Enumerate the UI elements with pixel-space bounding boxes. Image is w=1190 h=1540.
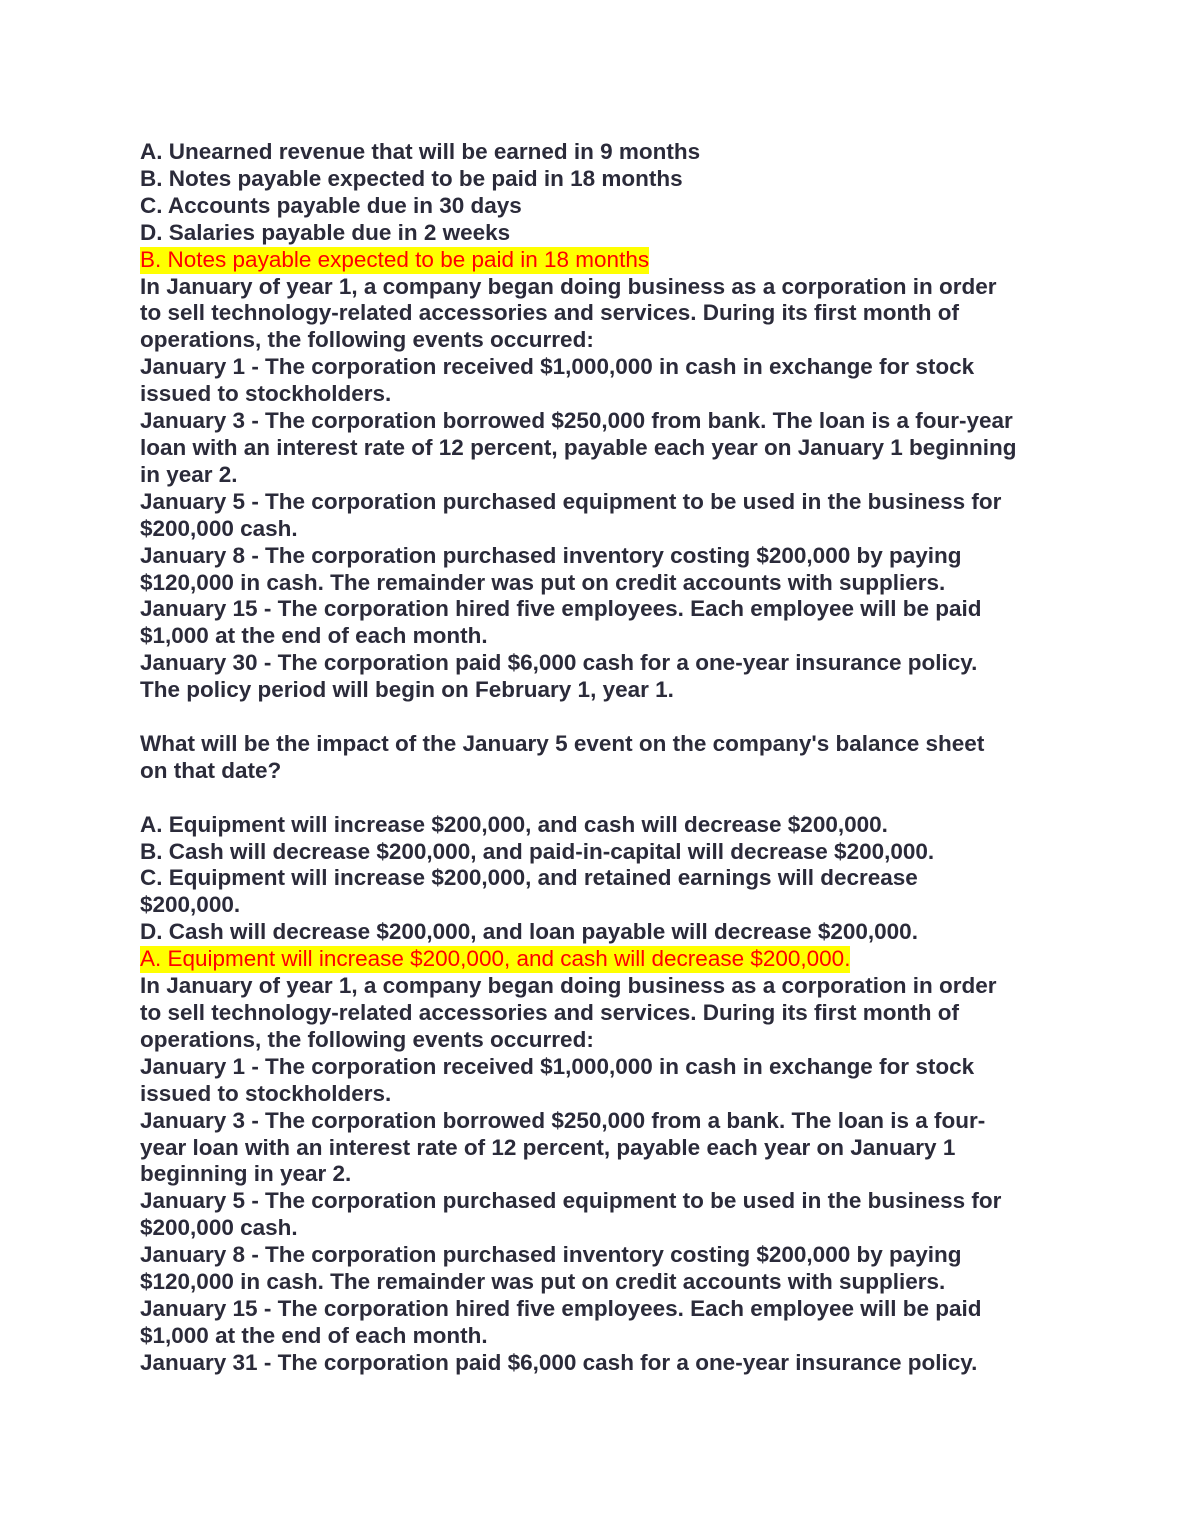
event-line: The policy period will begin on February 1, year 1. xyxy=(140,677,674,703)
question-block-3-events xyxy=(140,1054,1060,1377)
event-line: loan with an interest rate of 12 percent, payable each year on January 1 beginning xyxy=(140,434,1017,460)
question-line: on that date? xyxy=(140,757,282,783)
question-block-3-intro xyxy=(140,973,1060,1054)
intro-line: In January of year 1, a company began doing business as a corporation in order xyxy=(140,973,997,999)
intro-line: In January of year 1, a company began doing business as a corporation in order xyxy=(140,273,997,299)
intro-line: to sell technology-related accessories and services. During its first month of xyxy=(140,300,959,326)
question-line: What will be the impact of the January 5 event on the company's balance sheet xyxy=(140,730,985,756)
spacer xyxy=(140,785,1060,812)
event-line: issued to stockholders. xyxy=(140,1080,392,1106)
event-line: January 8 - The corporation purchased inventory costing $200,000 by paying xyxy=(140,1242,962,1268)
event-line: January 1 - The corporation received $1,000,000 in cash in exchange for stock xyxy=(140,1053,975,1079)
document-page xyxy=(140,139,1060,1377)
event-line: January 15 - The corporation hired five employees. Each employee will be paid xyxy=(140,1295,982,1321)
event-line: $1,000 at the end of each month. xyxy=(140,1322,488,1348)
intro-line: to sell technology-related accessories and services. During its first month of xyxy=(140,999,959,1025)
event-line: January 5 - The corporation purchased equipment to be used in the business for xyxy=(140,1188,1002,1214)
question-block-2-events xyxy=(140,354,1060,704)
question-block-1-options xyxy=(140,139,1060,247)
option-a: A. Equipment will increase $200,000, and cash will decrease $200,000. xyxy=(140,811,888,837)
option-b: B. Cash will decrease $200,000, and paid-in-capital will decrease $200,000. xyxy=(140,838,935,864)
option-b: B. Notes payable expected to be paid in 18 months xyxy=(140,165,683,191)
intro-line: operations, the following events occurred: xyxy=(140,1026,594,1052)
event-line: $120,000 in cash. The remainder was put on credit accounts with suppliers. xyxy=(140,569,946,595)
event-line: January 8 - The corporation purchased inventory costing $200,000 by paying xyxy=(140,542,962,568)
event-line: in year 2. xyxy=(140,461,238,487)
option-c-continued: $200,000. xyxy=(140,892,241,918)
option-c: C. Accounts payable due in 30 days xyxy=(140,192,522,218)
option-d: D. Salaries payable due in 2 weeks xyxy=(140,219,511,245)
intro-line: operations, the following events occurred: xyxy=(140,327,594,353)
highlighted-answer: A. Equipment will increase $200,000, and cash will decrease $200,000. xyxy=(140,946,851,972)
event-line: issued to stockholders. xyxy=(140,381,392,407)
answer-row-1 xyxy=(140,247,1060,274)
event-line: January 3 - The corporation borrowed $250,000 from a bank. The loan is a four- xyxy=(140,1107,986,1133)
answer-row-2 xyxy=(140,946,1060,973)
event-line: $1,000 at the end of each month. xyxy=(140,623,488,649)
event-line: $120,000 in cash. The remainder was put on credit accounts with suppliers. xyxy=(140,1269,946,1295)
event-line: January 1 - The corporation received $1,000,000 in cash in exchange for stock xyxy=(140,354,975,380)
spacer xyxy=(140,704,1060,731)
event-line: $200,000 cash. xyxy=(140,515,298,541)
event-line: January 3 - The corporation borrowed $250,000 from bank. The loan is a four-year xyxy=(140,408,1013,434)
question-block-2-question xyxy=(140,731,1060,785)
question-block-2-intro xyxy=(140,274,1060,355)
event-line: January 31 - The corporation paid $6,000 cash for a one-year insurance policy. xyxy=(140,1349,978,1375)
event-line: beginning in year 2. xyxy=(140,1161,352,1187)
highlighted-answer: B. Notes payable expected to be paid in 18 months xyxy=(140,246,650,272)
event-line: January 15 - The corporation hired five employees. Each employee will be paid xyxy=(140,596,982,622)
option-d: D. Cash will decrease $200,000, and loan payable will decrease $200,000. xyxy=(140,919,918,945)
option-c: C. Equipment will increase $200,000, and retained earnings will decrease xyxy=(140,865,918,891)
event-line: January 5 - The corporation purchased equipment to be used in the business for xyxy=(140,488,1002,514)
option-a: A. Unearned revenue that will be earned in 9 months xyxy=(140,139,701,164)
event-line: January 30 - The corporation paid $6,000 cash for a one-year insurance policy. xyxy=(140,650,978,676)
question-block-2-options xyxy=(140,812,1060,947)
event-line: $200,000 cash. xyxy=(140,1215,298,1241)
event-line: year loan with an interest rate of 12 percent, payable each year on January 1 xyxy=(140,1134,956,1160)
